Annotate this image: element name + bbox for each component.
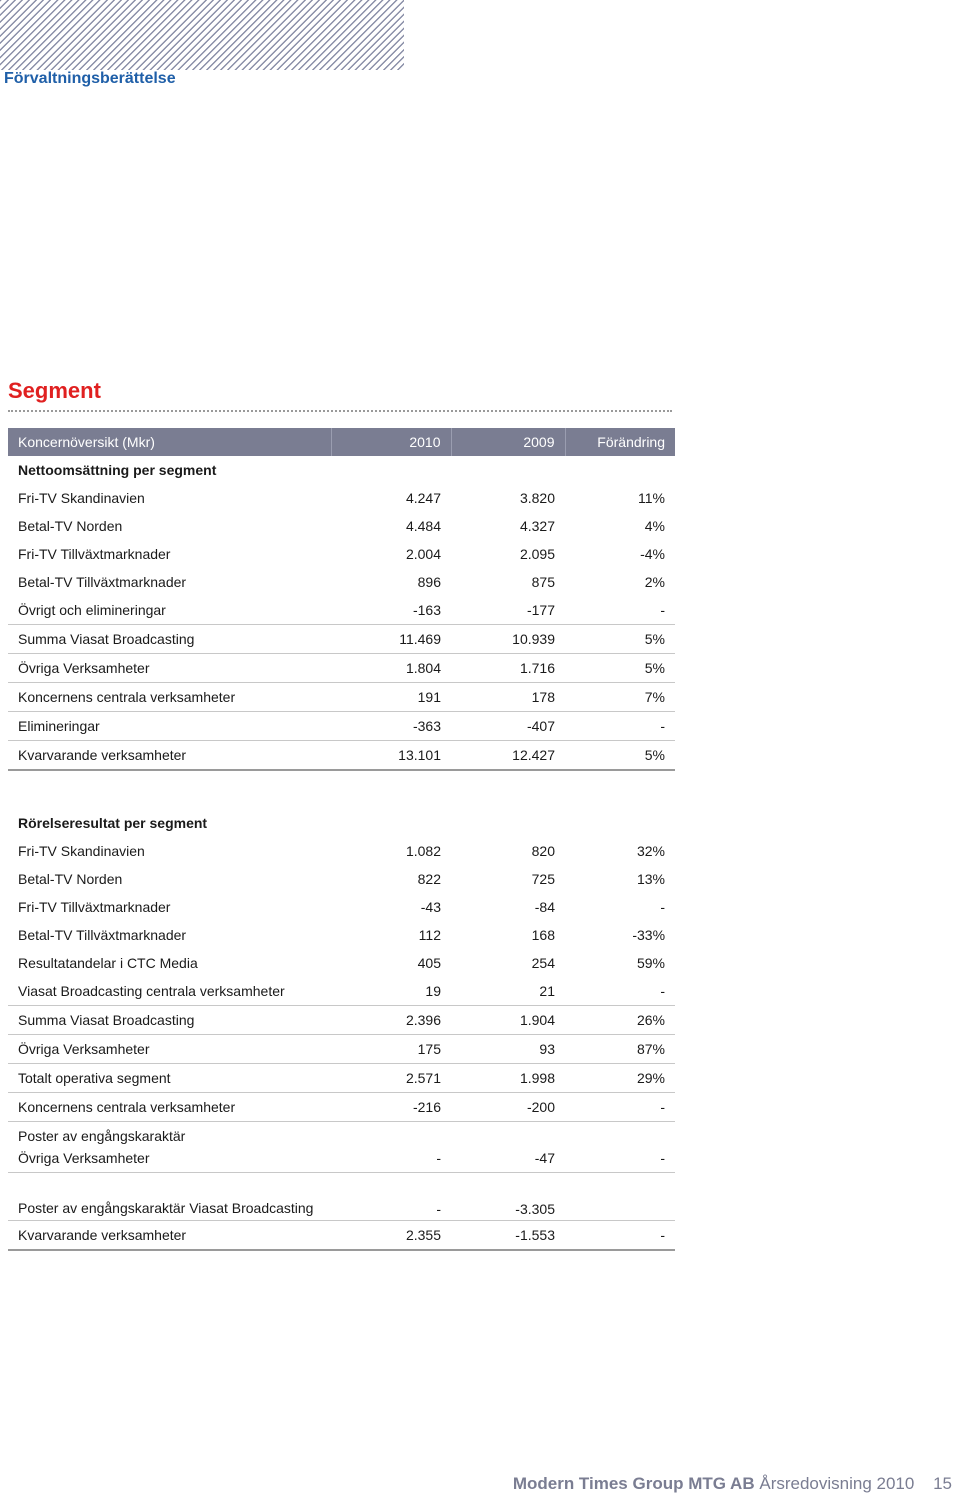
- total-row: [8, 741, 675, 771]
- column-header-change: Förändring: [565, 428, 675, 456]
- value-2009: 12.427: [451, 741, 565, 771]
- value-2009: [451, 1122, 565, 1145]
- value-2010: -363: [331, 712, 451, 741]
- table-row: [8, 712, 675, 741]
- hatched-decoration: [0, 0, 404, 70]
- table-row: [8, 1064, 675, 1093]
- value-change: [565, 1122, 675, 1145]
- table-row: [8, 837, 675, 865]
- value-2009: 2.095: [519, 546, 555, 562]
- table-row: [8, 865, 675, 893]
- segment-heading: Segment: [8, 378, 101, 403]
- value-2009: -47: [451, 1144, 565, 1173]
- value-2009: 1.716: [451, 654, 565, 683]
- value-2010: 822: [417, 871, 441, 887]
- value-change: 7%: [565, 683, 675, 712]
- value-2009: -84: [534, 899, 555, 915]
- row-label: Poster av engångskaraktär Viasat Broadcasting: [8, 1173, 331, 1221]
- row-label: Fri-TV Skandinavien: [18, 490, 145, 506]
- value-2009: 725: [531, 871, 555, 887]
- value-2010: -: [331, 1173, 451, 1221]
- footer-brand: Modern Times Group MTG AB: [512, 1474, 755, 1493]
- value-change: 11%: [638, 490, 665, 506]
- row-label: Resultatandelar i CTC Media: [18, 955, 198, 971]
- value-2010: -216: [331, 1093, 451, 1122]
- column-header-2010: 2010: [331, 428, 451, 456]
- section-title: Förvaltningsberättelse: [4, 70, 176, 87]
- row-label: Summa Viasat Broadcasting: [8, 625, 331, 654]
- row-label: Betal-TV Tillväxtmarknader: [18, 574, 187, 590]
- value-2010: 191: [331, 683, 451, 712]
- column-header-label: Koncernöversikt (Mkr): [8, 428, 331, 456]
- value-change: 5%: [565, 654, 675, 683]
- value-2009: 21: [451, 977, 565, 1006]
- value-2009: 254: [531, 955, 555, 971]
- row-label: Betal-TV Norden: [18, 871, 123, 887]
- table-row: [8, 625, 675, 654]
- value-2010: 2.004: [405, 546, 441, 562]
- value-2009: -200: [451, 1093, 565, 1122]
- table-row: [8, 893, 675, 921]
- table-row: [8, 921, 675, 949]
- value-change: -: [565, 596, 675, 625]
- value-2010: 1.804: [331, 654, 451, 683]
- value-2010: 4.484: [405, 518, 441, 534]
- value-2010: [331, 1122, 451, 1145]
- operating-result-table: [8, 809, 675, 1251]
- value-change: -: [565, 1093, 675, 1122]
- value-2009: -177: [451, 596, 565, 625]
- value-change: 29%: [565, 1064, 675, 1093]
- value-change: -: [565, 712, 675, 741]
- value-change: 4%: [644, 518, 665, 534]
- value-2010: 175: [331, 1035, 451, 1064]
- value-2010: 2.571: [331, 1064, 451, 1093]
- row-label: Betal-TV Norden: [18, 518, 123, 534]
- dotted-divider: [8, 410, 672, 412]
- value-change: 87%: [565, 1035, 675, 1064]
- value-change: 32%: [636, 843, 666, 859]
- value-change: 5%: [565, 625, 675, 654]
- table-row: [8, 484, 675, 512]
- value-2010: 19: [331, 977, 451, 1006]
- value-change: -33%: [632, 927, 666, 943]
- table-row: [8, 512, 675, 540]
- row-label: Fri-TV Tillväxtmarknader: [18, 899, 171, 915]
- row-label: Elimineringar: [8, 712, 331, 741]
- value-change: -: [565, 977, 675, 1006]
- footer-doc: Årsredovisning 2010: [759, 1474, 915, 1493]
- row-label: Viasat Broadcasting centrala verksamheter: [8, 977, 331, 1006]
- value-change: 2%: [644, 574, 665, 590]
- value-2009: -1.553: [451, 1221, 565, 1251]
- value-2010: -163: [331, 596, 451, 625]
- table-row: [8, 540, 675, 568]
- table-row: [8, 1035, 675, 1064]
- table-row: [8, 977, 675, 1006]
- row-label: Totalt operativa segment: [8, 1064, 331, 1093]
- value-2009: 875: [531, 574, 555, 590]
- row-label: Betal-TV Tillväxtmarknader: [18, 927, 187, 943]
- table-row: [8, 1006, 675, 1035]
- value-change: 5%: [565, 741, 675, 771]
- value-2009: 168: [531, 927, 555, 943]
- row-label: Övriga Verksamheter: [8, 654, 331, 683]
- page-footer: [513, 1474, 952, 1494]
- row-label: Övriga Verksamheter: [8, 1035, 331, 1064]
- row-label: Koncernens centrala verksamheter: [8, 683, 331, 712]
- section-label: Nettoomsättning per segment: [18, 462, 217, 478]
- row-label: Koncernens centrala verksamheter: [8, 1093, 331, 1122]
- value-2010: 4.247: [405, 490, 441, 506]
- value-change: -: [565, 1144, 675, 1173]
- value-2010: 2.355: [331, 1221, 451, 1251]
- row-label: Fri-TV Tillväxtmarknader: [18, 546, 171, 562]
- row-label: Summa Viasat Broadcasting: [8, 1006, 331, 1035]
- value-2010: 405: [417, 955, 441, 971]
- value-change: -4%: [640, 546, 665, 562]
- value-2010: -43: [420, 899, 441, 915]
- table-row: [8, 683, 675, 712]
- table-row: [8, 568, 675, 596]
- column-header-2009: 2009: [451, 428, 565, 456]
- value-change: -: [565, 1221, 675, 1251]
- row-label: Övriga Verksamheter: [8, 1144, 331, 1173]
- value-2010: 896: [417, 574, 441, 590]
- value-2010: 112: [418, 927, 441, 943]
- table-row: [8, 1093, 675, 1122]
- row-label: Kvarvarande verksamheter: [8, 1221, 331, 1251]
- value-change: 13%: [636, 871, 666, 887]
- value-change: -: [660, 899, 666, 915]
- value-2009: 3.820: [519, 490, 555, 506]
- value-2009: 1.998: [451, 1064, 565, 1093]
- table-header-row: [8, 428, 675, 456]
- table-row: [8, 654, 675, 683]
- value-2009: 1.904: [451, 1006, 565, 1035]
- value-2009: -3.305: [451, 1173, 565, 1221]
- table-row: [8, 596, 675, 625]
- value-2009: 178: [451, 683, 565, 712]
- value-2010: -: [331, 1144, 451, 1173]
- row-label: Övrigt och elimineringar: [8, 596, 331, 625]
- value-2010: 13.101: [331, 741, 451, 771]
- table-row: [8, 1122, 675, 1145]
- value-change: 26%: [565, 1006, 675, 1035]
- table-row: [8, 1144, 675, 1173]
- section-label: Rörelseresultat per segment: [18, 815, 208, 831]
- revenue-table: [8, 428, 675, 771]
- value-2009: -407: [451, 712, 565, 741]
- section-row: [8, 809, 675, 837]
- row-label: Fri-TV Skandinavien: [18, 843, 145, 859]
- row-label: Poster av engångskaraktär: [18, 1128, 186, 1144]
- value-2010: 11.469: [331, 625, 451, 654]
- value-2009: 820: [531, 843, 555, 859]
- value-2010: 1.082: [405, 843, 441, 859]
- value-2009: 93: [451, 1035, 565, 1064]
- value-change: [565, 1173, 675, 1221]
- page-number: 15: [933, 1474, 952, 1493]
- value-2009: 10.939: [451, 625, 565, 654]
- section-row: [8, 456, 675, 484]
- table-row: [8, 949, 675, 977]
- value-2009: 4.327: [519, 518, 555, 534]
- value-2010: 2.396: [331, 1006, 451, 1035]
- value-change: 59%: [636, 955, 666, 971]
- total-row: [8, 1221, 675, 1251]
- row-label: Kvarvarande verksamheter: [8, 741, 331, 771]
- table-row: [8, 1173, 675, 1221]
